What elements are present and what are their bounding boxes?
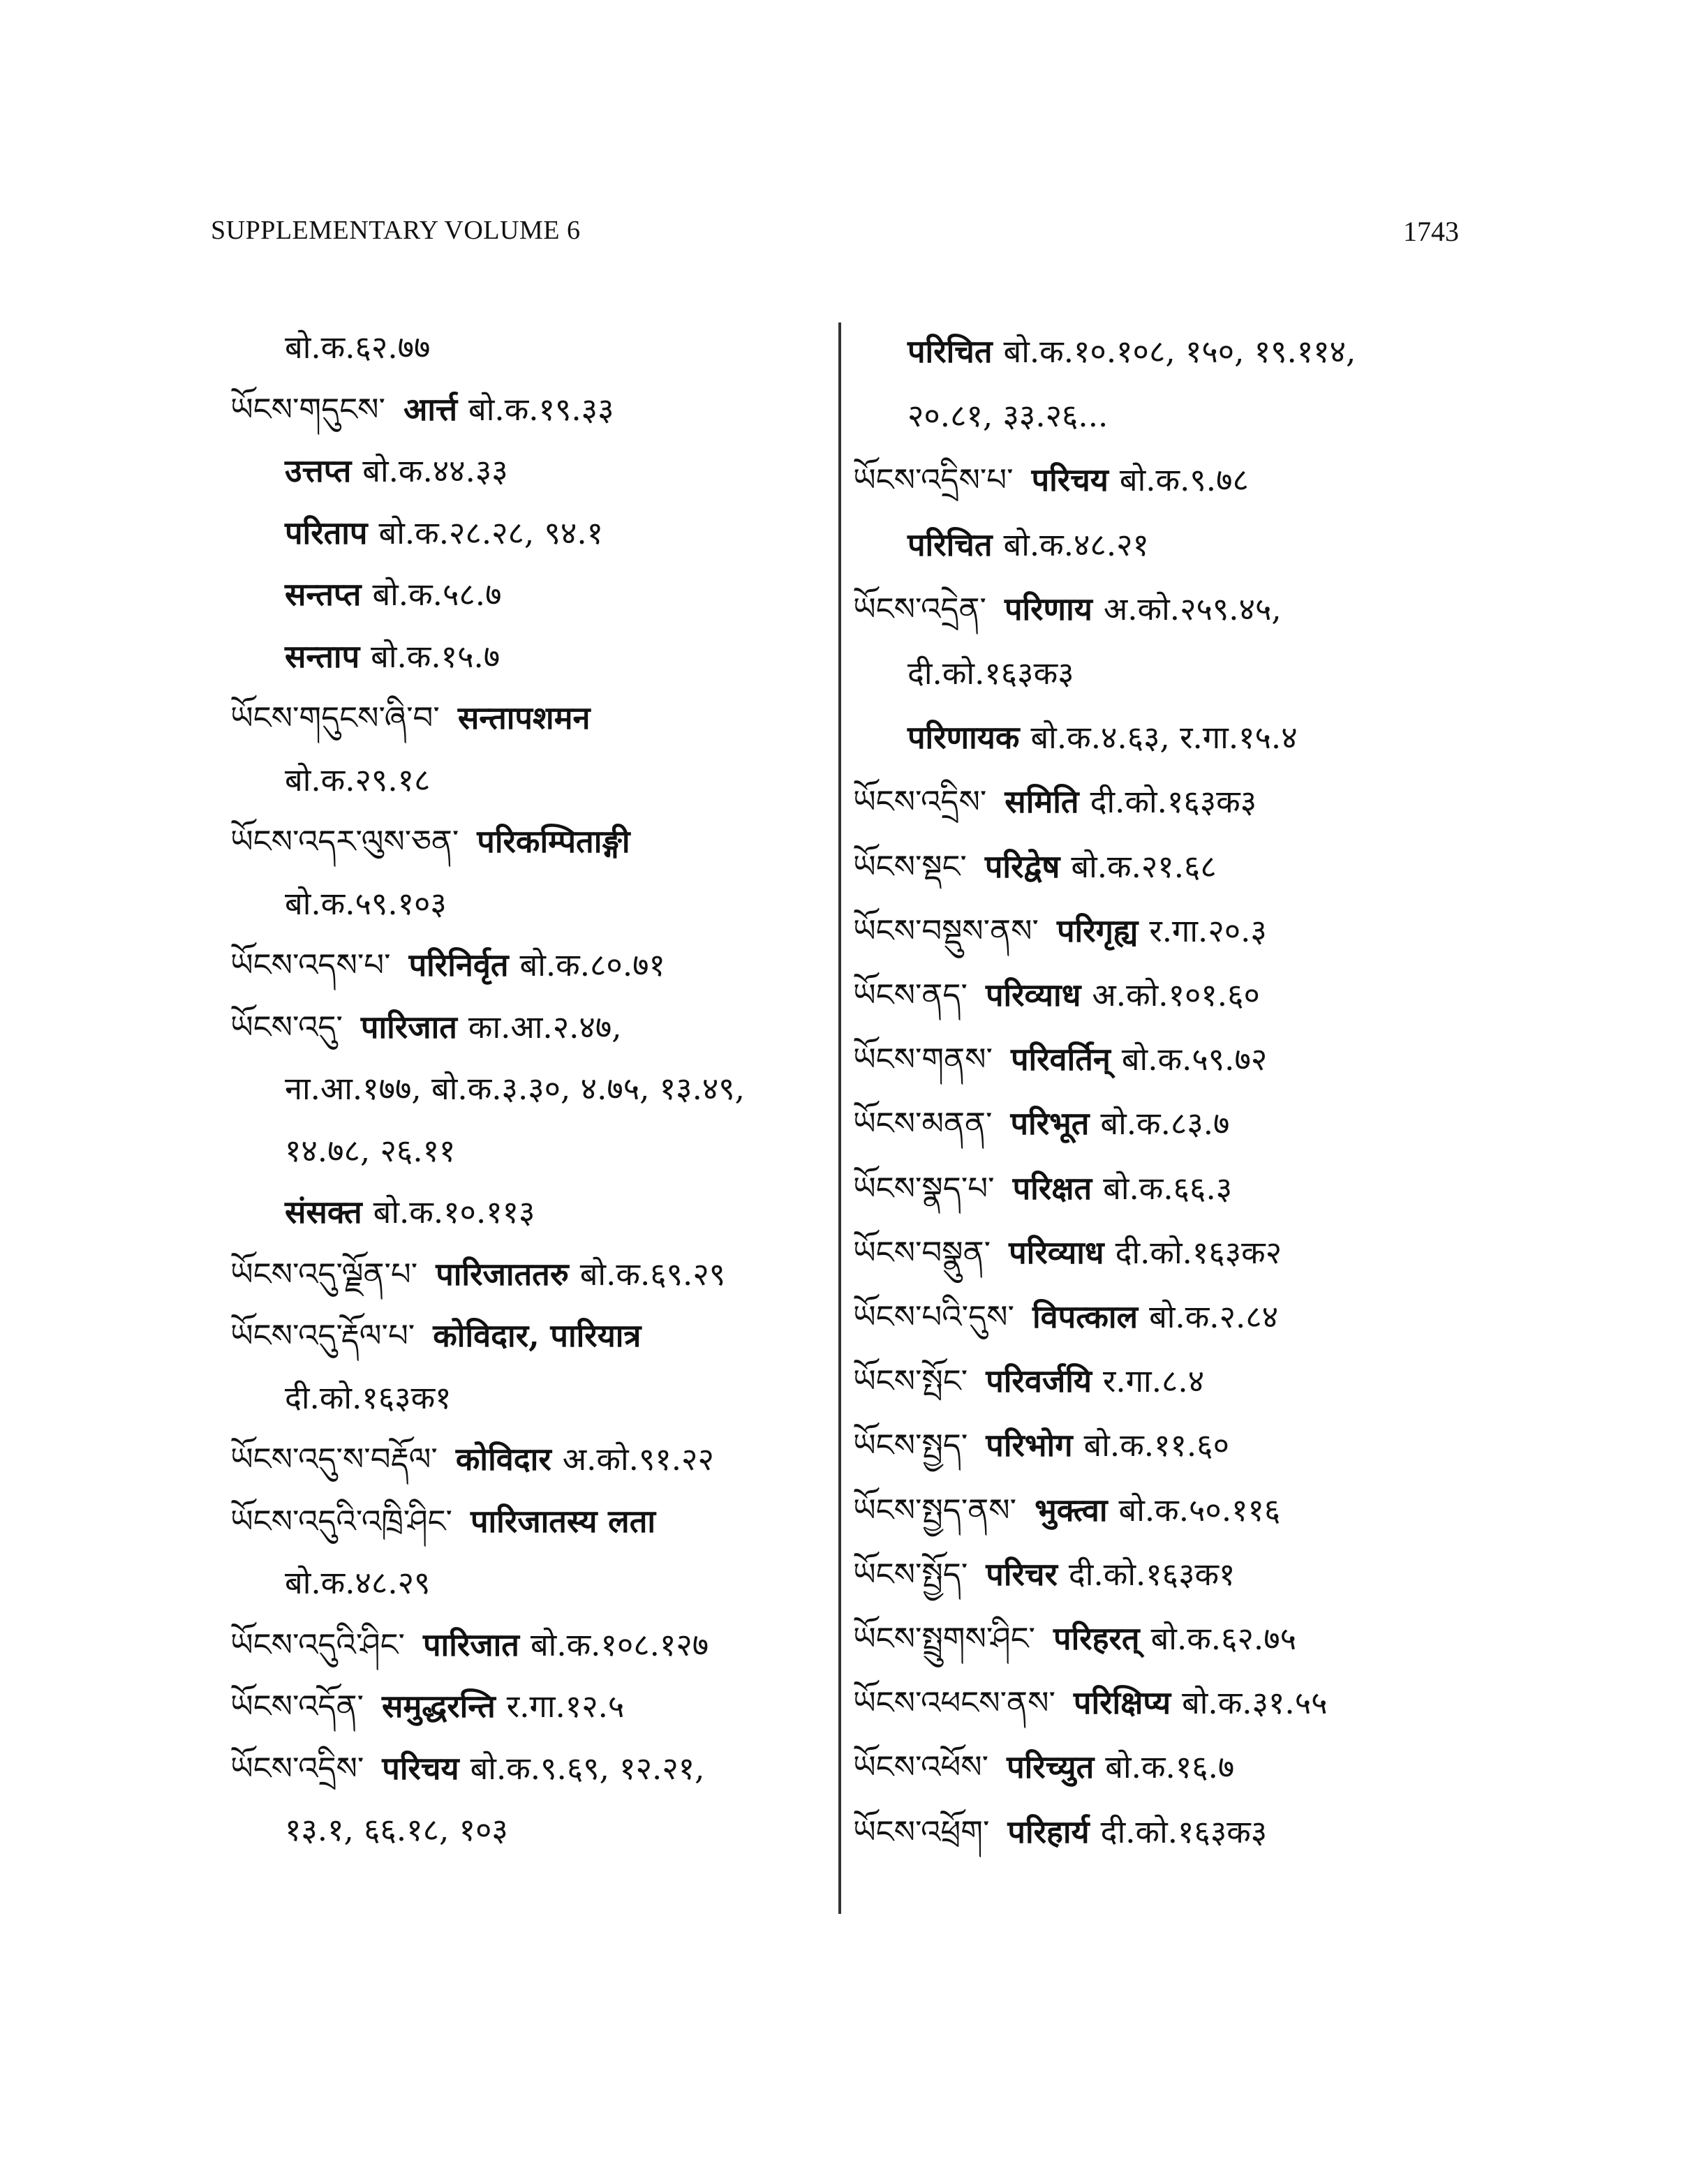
citation: बो.क.४४.३३ <box>362 452 508 489</box>
tibetan-term: ཡོངས་འདུ་ལྗོན་པ་ <box>230 1255 418 1293</box>
entry-line <box>285 1191 535 1233</box>
citation: बो.क.६६.३ <box>1103 1169 1233 1207</box>
running-title: SUPPLEMENTARY VOLUME 6 <box>211 216 581 245</box>
sanskrit-term: सन्ताप <box>285 637 360 675</box>
tibetan-term: ཡོངས་བསྡུས་ནས་ <box>853 912 1039 949</box>
sanskrit-term: भुक्त्वा <box>1035 1491 1108 1529</box>
citation: दी.को.१६३क१ <box>285 1379 452 1416</box>
entry-line <box>285 1068 745 1110</box>
tibetan-term: ཡོངས་འདྲིས་ <box>230 1749 364 1787</box>
citation: दी.को.१६३क३ <box>1090 783 1257 821</box>
entry-line <box>853 1039 1267 1080</box>
citation: बो.क.१६.७ <box>1105 1748 1235 1786</box>
citation: बो.क.११.६० <box>1083 1427 1229 1464</box>
entry-line <box>853 1425 1229 1466</box>
tibetan-term: ཡོངས་སྤྱད་ <box>853 1427 968 1464</box>
citation: दी.को.१६३क२ <box>1115 1233 1282 1271</box>
entry-line <box>907 524 1149 566</box>
entry-line <box>907 331 1356 373</box>
tibetan-term: ཡོངས་འདྲེན་ <box>853 590 986 627</box>
sanskrit-term: परिवर्तिन् <box>1010 1041 1111 1078</box>
citation: र.गा.८.४ <box>1103 1362 1205 1400</box>
sanskrit-term: विपत्काल <box>1032 1298 1139 1335</box>
entry-line <box>907 395 1108 437</box>
citation: १४.७८, २६.११ <box>285 1131 456 1169</box>
sanskrit-term: परिहार्य <box>1007 1813 1090 1850</box>
citation: दी.को.१६३क१ <box>1068 1555 1236 1593</box>
sanskrit-term: परिगृह्य <box>1056 912 1139 949</box>
citation: बो.क.२८.२८, ९४.१ <box>378 514 604 551</box>
tibetan-term: ཡོངས་མནན་ <box>853 1105 993 1143</box>
tibetan-term: ཡོངས་སྡང་ <box>853 847 967 885</box>
citation: १३.१, ६६.१८, १०३ <box>285 1811 508 1848</box>
tibetan-term: ཡོངས་སྣད་པ་ <box>853 1169 995 1207</box>
tibetan-term: ཡོངས་འདོན་ <box>230 1688 364 1725</box>
sanskrit-term: परिक्षत <box>1012 1169 1092 1207</box>
entry-line <box>853 1554 1235 1596</box>
citation: बो.क.४८.२१ <box>1003 526 1149 563</box>
sanskrit-term: पारिजात <box>422 1626 519 1663</box>
entry-line <box>907 653 1074 694</box>
entry-line <box>285 512 603 554</box>
sanskrit-term: पारिजातस्य लता <box>470 1502 655 1540</box>
sanskrit-term: परिच्युत <box>1007 1748 1095 1786</box>
entry-line <box>230 1501 667 1543</box>
citation: का.आ.२.४७, <box>468 1008 622 1046</box>
citation: बो.क.५९.७२ <box>1121 1041 1268 1078</box>
sanskrit-term: परिद्वेष <box>984 847 1060 885</box>
citation: दी.को.१६३क३ <box>907 655 1074 692</box>
sanskrit-term: समिति <box>1005 783 1079 821</box>
entry-line <box>853 781 1257 823</box>
citation: बो.क.८३.७ <box>1100 1105 1230 1143</box>
entry-line <box>285 450 508 492</box>
citation: बो.क.९.७८ <box>1119 461 1249 499</box>
page-number: 1743 <box>1403 216 1459 247</box>
sanskrit-term: कोविदार <box>455 1441 551 1478</box>
sanskrit-term: परिवर्जयि <box>986 1362 1092 1400</box>
sanskrit-term: परिभूत <box>1010 1105 1090 1143</box>
tibetan-term: ཡོངས་འདྲིས་པ་ <box>853 461 1014 499</box>
citation: बो.क.५८.७ <box>372 576 502 613</box>
entry-line <box>285 1130 455 1172</box>
entry-line <box>285 636 500 678</box>
citation: बो.क.१५.७ <box>371 637 501 675</box>
sanskrit-term: आर्त्त <box>403 390 458 428</box>
entry-line <box>853 846 1217 888</box>
citation: ना.आ.१७७, बो.क.३.३०, ४.७५, १३.४९, <box>285 1070 745 1107</box>
sanskrit-term: संसक्त <box>285 1194 362 1231</box>
citation: बो.क.३१.५५ <box>1182 1684 1328 1722</box>
sanskrit-term: परिचय <box>382 1749 459 1787</box>
tibetan-term: ཡོངས་གདུངས་ཞི་བ་ <box>230 699 440 736</box>
tibetan-term: ཡོངས་སྤོང་ <box>853 1362 968 1400</box>
tibetan-term: ཡོངས་འདུ་རྡོལ་པ་ <box>230 1317 415 1354</box>
sanskrit-term: कोविदार, पारियात्र <box>433 1317 642 1354</box>
entry-line <box>230 1686 624 1728</box>
sanskrit-term: परिणाय <box>1004 590 1092 627</box>
citation: र.गा.१२.५ <box>506 1688 625 1725</box>
sanskrit-term: परिताप <box>285 514 368 551</box>
tibetan-term: ཡོངས་འདས་པ་ <box>230 946 391 983</box>
tibetan-term: ཡོངས་འཕོས་ <box>853 1748 989 1786</box>
sanskrit-term: परिव्याध <box>1009 1233 1104 1271</box>
sanskrit-term: पारिजाततरु <box>436 1255 569 1293</box>
citation: बो.क.५०.११६ <box>1118 1491 1281 1529</box>
entry-line <box>853 1232 1282 1274</box>
entry-line <box>285 1377 452 1419</box>
entry-line <box>285 1809 508 1851</box>
citation: बो.क.२९.१८ <box>285 761 431 798</box>
sanskrit-term: पारिजात <box>360 1008 457 1046</box>
entry-line <box>853 1103 1229 1145</box>
tibetan-term: ཡོངས་ནད་ <box>853 976 968 1013</box>
tibetan-term: ཡོངས་འདུའི་འཁྲི་ཤིང་ <box>230 1502 452 1540</box>
entry-line <box>853 1360 1204 1402</box>
tibetan-term: ཡོངས་སྤྱོད་ <box>853 1555 968 1593</box>
citation: बो.क.२१.६८ <box>1071 847 1217 885</box>
entry-line <box>853 1490 1280 1531</box>
tibetan-term: ཡོངས་འཕངས་ནས་ <box>853 1684 1055 1722</box>
sanskrit-term: सन्तापशमन <box>457 699 591 736</box>
entry-line <box>285 327 430 369</box>
entry-line <box>285 574 501 616</box>
citation: बो.क.२.८४ <box>1149 1298 1279 1335</box>
citation: बो.क.८०.७१ <box>519 946 665 983</box>
tibetan-term: ཡོངས་འདར་ལུས་ཅན་ <box>230 823 459 860</box>
citation: बो.क.६२.७५ <box>1150 1620 1297 1657</box>
entry-line <box>853 1618 1296 1660</box>
citation: २०.८१, ३३.२६... <box>907 397 1109 435</box>
tibetan-term: ཡོངས་སྤྱད་ནས་ <box>853 1491 1017 1529</box>
citation: बो.क.६९.२९ <box>579 1255 726 1293</box>
tibetan-term: ཡོངས་པའི་དུས་ <box>853 1298 1014 1335</box>
entry-line <box>853 910 1267 952</box>
entry-line <box>285 759 430 801</box>
citation: बो.क.१०.११३ <box>373 1194 535 1231</box>
sanskrit-term: परिक्षिप्य <box>1073 1684 1171 1722</box>
entry-line <box>907 717 1298 759</box>
sanskrit-term: परिणायक <box>907 719 1020 757</box>
tibetan-term: ཡོངས་འདུ་ས་བརྡོལ་ <box>230 1441 438 1478</box>
citation: दी.को.१६३क३ <box>1100 1813 1268 1850</box>
entry-line <box>230 389 614 431</box>
entry-line <box>230 1439 714 1480</box>
tibetan-term: ཡོངས་འདྲིས་ <box>853 783 987 821</box>
entry-line <box>853 1168 1232 1210</box>
tibetan-term: ཡོངས་འདུའི་ཤིང་ <box>230 1626 405 1663</box>
sanskrit-term: परिनिर्वृत <box>408 946 509 983</box>
entry-line <box>853 1746 1234 1788</box>
entry-line <box>230 1748 704 1790</box>
citation: अ.को.१०१.६० <box>1092 976 1260 1013</box>
sanskrit-term: परिचय <box>1031 461 1109 499</box>
entry-line <box>230 821 642 863</box>
column-divider <box>838 322 841 1914</box>
tibetan-term: ཡོངས་སྤྲུགས་ཤིང་ <box>853 1620 1036 1657</box>
entry-line <box>230 697 601 739</box>
entry-line <box>853 588 1282 630</box>
sanskrit-term: सन्तप्त <box>285 576 362 613</box>
citation: बो.क.६२.७७ <box>285 329 431 366</box>
sanskrit-term: परिहरत् <box>1053 1620 1140 1657</box>
sanskrit-term: परिचर <box>986 1555 1058 1593</box>
tibetan-term: ཡོངས་གནས་ <box>853 1041 993 1078</box>
entry-line <box>853 1296 1278 1338</box>
tibetan-term: ཡོངས་འཕྲོག་ <box>853 1813 990 1850</box>
entry-line <box>853 1811 1267 1853</box>
citation: बो.क.४.६३, र.गा.१५.४ <box>1030 719 1298 757</box>
entry-line <box>853 459 1249 501</box>
entry-line <box>285 883 447 925</box>
tibetan-term: ཡོངས་བསྣུན་ <box>853 1233 991 1271</box>
citation: बो.क.५९.१०३ <box>285 884 447 922</box>
sanskrit-term: परिचित <box>907 333 993 370</box>
citation: बो.क.१०८.१२७ <box>530 1626 709 1663</box>
sanskrit-term: परिव्याध <box>985 976 1081 1013</box>
sanskrit-term: परिचित <box>907 526 993 563</box>
sanskrit-term: उत्तप्त <box>285 452 352 489</box>
entry-line <box>285 1562 430 1604</box>
citation: बो.क.९.६९, १२.२१, <box>470 1749 705 1787</box>
sanskrit-term: परिकम्पिताङ्गी <box>477 823 630 860</box>
tibetan-term: ཡོངས་གདུངས་ <box>230 390 385 428</box>
citation: बो.क.१९.३३ <box>468 390 614 428</box>
entry-line <box>230 944 665 986</box>
entry-line <box>230 1006 622 1048</box>
citation: अ.को.९१.२२ <box>562 1441 714 1478</box>
entry-line <box>230 1624 709 1666</box>
citation: अ.को.२५९.४५, <box>1103 590 1282 627</box>
citation: र.गा.२०.३ <box>1149 912 1267 949</box>
sanskrit-term: समुद्धरन्ति <box>381 1688 496 1725</box>
citation: बो.क.१०.१०८, १५०, १९.११४, <box>1003 333 1356 370</box>
tibetan-term: ཡོངས་འདུ་ <box>230 1008 343 1046</box>
citation: बो.क.४८.२९ <box>285 1564 431 1601</box>
entry-line <box>230 1315 652 1357</box>
entry-line <box>230 1254 725 1295</box>
entry-line <box>853 1682 1328 1724</box>
entry-line <box>853 974 1260 1016</box>
sanskrit-term: परिभोग <box>986 1427 1073 1464</box>
